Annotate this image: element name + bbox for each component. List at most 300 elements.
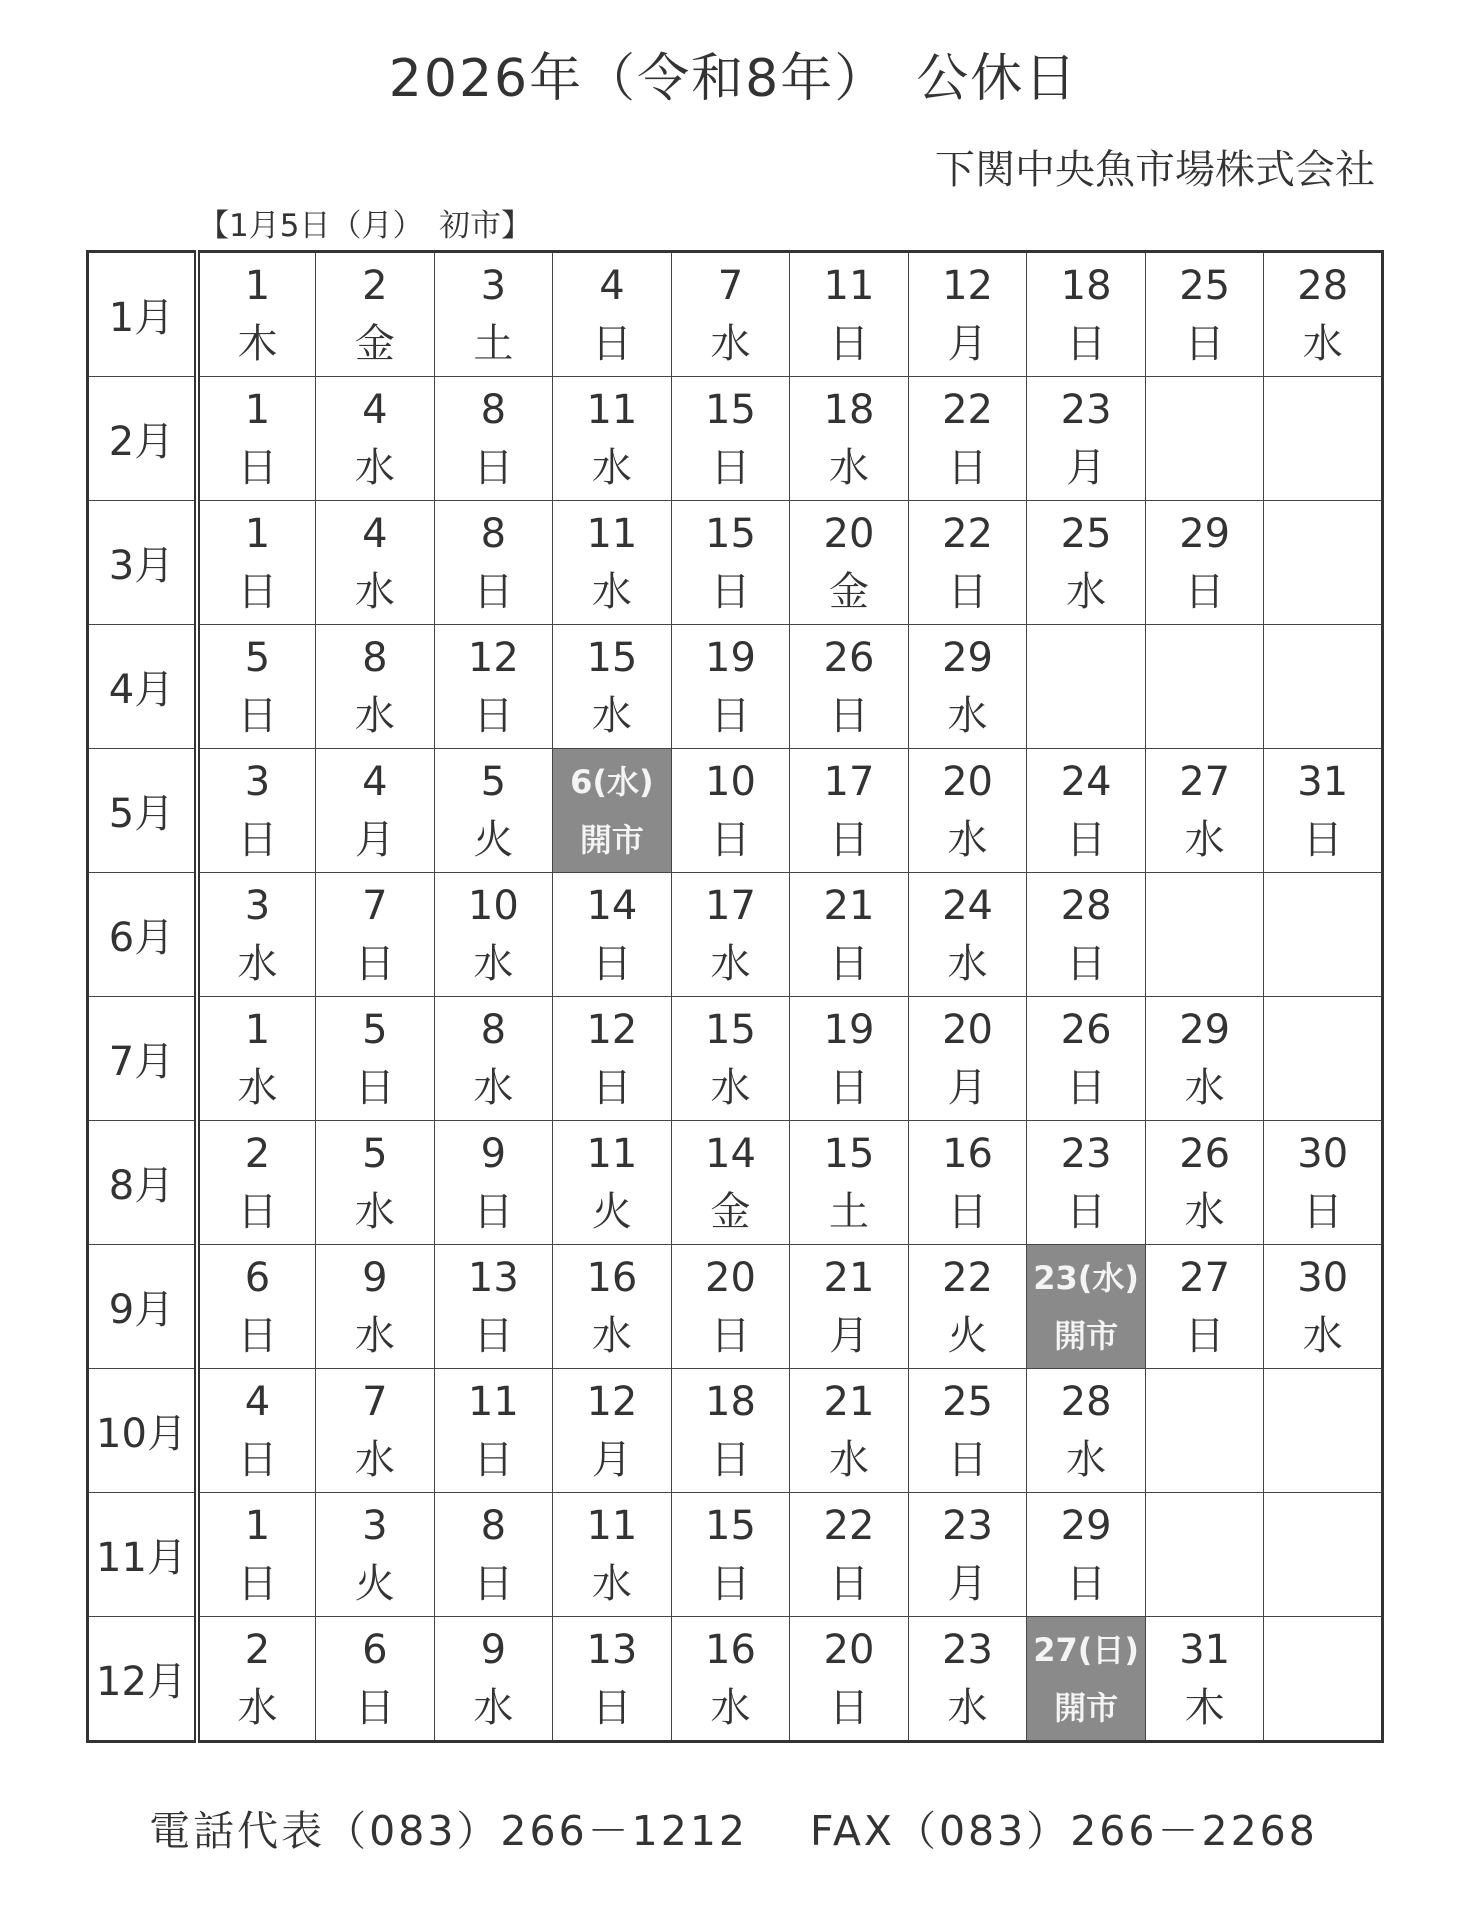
holiday-weekday: 日 bbox=[473, 1312, 514, 1359]
market-open-label: 開市 bbox=[579, 820, 644, 859]
market-open-label: 開市 bbox=[1054, 1316, 1119, 1355]
month-label: 7月 bbox=[88, 997, 198, 1121]
holiday-weekday: 日 bbox=[237, 444, 278, 491]
holiday-cell bbox=[553, 1369, 672, 1493]
holiday-weekday: 水 bbox=[1184, 1188, 1225, 1235]
holiday-cell bbox=[790, 997, 909, 1121]
holiday-date: 23 bbox=[1060, 1130, 1112, 1177]
holiday-cell bbox=[1027, 997, 1146, 1121]
holiday-cell bbox=[1027, 1369, 1146, 1493]
phone-number: 電話代表（083）266－1212 bbox=[149, 1807, 749, 1855]
month-row bbox=[88, 1245, 1383, 1369]
holiday-cell bbox=[1027, 1121, 1146, 1245]
month-row bbox=[88, 1493, 1383, 1617]
holiday-cell bbox=[908, 377, 1027, 501]
month-row bbox=[88, 873, 1383, 997]
holiday-weekday: 日 bbox=[710, 444, 751, 491]
holiday-weekday: 日 bbox=[591, 320, 632, 367]
holiday-date: 15 bbox=[705, 1006, 756, 1053]
holiday-date: 7 bbox=[717, 262, 744, 309]
holiday-weekday: 木 bbox=[237, 320, 278, 367]
holiday-cell bbox=[790, 1617, 909, 1742]
holiday-weekday: 日 bbox=[947, 568, 988, 615]
holiday-cell bbox=[434, 377, 553, 501]
holiday-cell bbox=[316, 873, 435, 997]
holiday-cell bbox=[316, 501, 435, 625]
holiday-cell bbox=[671, 377, 790, 501]
holiday-weekday: 日 bbox=[354, 1064, 395, 1111]
holiday-date: 25 bbox=[1179, 262, 1231, 309]
holiday-cell bbox=[908, 1245, 1027, 1369]
holiday-weekday: 水 bbox=[591, 1560, 632, 1607]
holiday-cell bbox=[1027, 873, 1146, 997]
holiday-cell bbox=[197, 873, 316, 997]
holiday-weekday: 日 bbox=[829, 1684, 869, 1731]
month-row bbox=[88, 1121, 1383, 1245]
empty-cell bbox=[1027, 625, 1146, 749]
holiday-cell bbox=[790, 1245, 909, 1369]
holiday-date: 8 bbox=[480, 510, 507, 557]
empty-cell bbox=[1264, 625, 1383, 749]
holiday-date: 24 bbox=[1060, 758, 1112, 805]
month-row bbox=[88, 625, 1383, 749]
empty-cell bbox=[1145, 625, 1264, 749]
holiday-cell bbox=[1264, 252, 1383, 377]
holiday-date: 15 bbox=[823, 1130, 875, 1177]
holiday-weekday: 金 bbox=[829, 568, 869, 615]
holiday-weekday: 水 bbox=[947, 1684, 988, 1731]
holiday-cell bbox=[316, 997, 435, 1121]
holiday-weekday: 日 bbox=[829, 320, 869, 367]
holiday-date: 19 bbox=[823, 1006, 875, 1053]
holiday-cell bbox=[1145, 749, 1264, 873]
holiday-date: 29 bbox=[942, 634, 993, 681]
holiday-weekday: 日 bbox=[829, 816, 869, 863]
holiday-date: 22 bbox=[942, 1254, 993, 1301]
empty-cell bbox=[1145, 377, 1264, 501]
month-label: 5月 bbox=[88, 749, 198, 873]
holiday-weekday: 月 bbox=[591, 1436, 632, 1483]
holiday-date: 2 bbox=[244, 1626, 271, 1673]
holiday-cell bbox=[197, 1121, 316, 1245]
holiday-cell bbox=[553, 1121, 672, 1245]
holiday-weekday: 水 bbox=[710, 940, 751, 987]
holiday-cell bbox=[434, 1369, 553, 1493]
holiday-date: 12 bbox=[942, 262, 993, 309]
holiday-cell bbox=[197, 997, 316, 1121]
holiday-weekday: 水 bbox=[591, 1312, 632, 1359]
market-open-label: 開市 bbox=[1054, 1688, 1119, 1727]
holiday-weekday: 水 bbox=[591, 692, 632, 739]
holiday-date: 12 bbox=[467, 634, 519, 681]
holiday-weekday: 日 bbox=[710, 568, 751, 615]
holiday-date: 18 bbox=[1060, 262, 1112, 309]
holiday-weekday: 日 bbox=[710, 1560, 751, 1607]
holiday-weekday: 日 bbox=[237, 816, 278, 863]
holiday-weekday: 土 bbox=[829, 1188, 869, 1235]
market-open-cell bbox=[553, 749, 672, 873]
holiday-date: 15 bbox=[705, 510, 756, 557]
holiday-cell bbox=[1027, 377, 1146, 501]
holiday-date: 1 bbox=[244, 262, 271, 309]
holiday-date: 9 bbox=[480, 1626, 507, 1673]
holiday-cell bbox=[434, 997, 553, 1121]
holiday-date: 13 bbox=[586, 1626, 638, 1673]
holiday-date: 22 bbox=[942, 510, 993, 557]
month-row bbox=[88, 997, 1383, 1121]
holiday-calendar-table bbox=[86, 250, 1384, 1743]
holiday-cell bbox=[434, 1121, 553, 1245]
holiday-date: 8 bbox=[480, 1502, 507, 1549]
holiday-cell bbox=[1145, 997, 1264, 1121]
holiday-weekday: 水 bbox=[1302, 320, 1343, 367]
holiday-date: 28 bbox=[1060, 882, 1112, 929]
holiday-weekday: 日 bbox=[237, 1436, 278, 1483]
holiday-cell bbox=[671, 1245, 790, 1369]
month-row bbox=[88, 749, 1383, 873]
holiday-weekday: 日 bbox=[591, 1684, 632, 1731]
holiday-cell bbox=[908, 625, 1027, 749]
empty-cell bbox=[1145, 1493, 1264, 1617]
holiday-date: 6 bbox=[244, 1254, 271, 1301]
holiday-date: 26 bbox=[823, 634, 875, 681]
holiday-cell bbox=[553, 1617, 672, 1742]
holiday-cell bbox=[671, 1369, 790, 1493]
holiday-cell bbox=[1264, 1121, 1383, 1245]
holiday-cell bbox=[790, 1369, 909, 1493]
holiday-date: 15 bbox=[705, 1502, 756, 1549]
holiday-date: 25 bbox=[1060, 510, 1112, 557]
holiday-date: 5 bbox=[244, 634, 271, 681]
holiday-date: 1 bbox=[244, 386, 271, 433]
holiday-date: 11 bbox=[467, 1378, 519, 1425]
holiday-date: 20 bbox=[942, 1006, 993, 1053]
holiday-date: 2 bbox=[244, 1130, 271, 1177]
holiday-weekday: 水 bbox=[354, 568, 395, 615]
page-title: 2026年（令和8年） 公休日 bbox=[388, 49, 1079, 109]
holiday-cell bbox=[1145, 1617, 1264, 1742]
holiday-cell bbox=[197, 1245, 316, 1369]
holiday-cell bbox=[1264, 749, 1383, 873]
holiday-date: 5 bbox=[362, 1006, 388, 1053]
holiday-date: 31 bbox=[1179, 1626, 1231, 1673]
holiday-weekday: 水 bbox=[947, 816, 988, 863]
holiday-weekday: 日 bbox=[237, 692, 278, 739]
holiday-weekday: 水 bbox=[237, 1684, 278, 1731]
holiday-cell bbox=[790, 1493, 909, 1617]
holiday-date: 10 bbox=[705, 758, 756, 805]
holiday-weekday: 月 bbox=[354, 816, 395, 863]
holiday-weekday: 水 bbox=[710, 1064, 751, 1111]
holiday-date: 14 bbox=[586, 882, 638, 929]
holiday-date: 27(日) bbox=[1033, 1630, 1139, 1669]
holiday-cell bbox=[1145, 1245, 1264, 1369]
holiday-date: 1 bbox=[244, 1006, 271, 1053]
holiday-date: 4 bbox=[599, 262, 625, 309]
holiday-weekday: 水 bbox=[354, 1436, 395, 1483]
calendar-body bbox=[88, 252, 1383, 1742]
holiday-cell bbox=[197, 1493, 316, 1617]
holiday-cell bbox=[671, 1617, 790, 1742]
holiday-date: 4 bbox=[362, 758, 388, 805]
holiday-date: 9 bbox=[362, 1254, 388, 1301]
holiday-weekday: 水 bbox=[829, 1436, 869, 1483]
holiday-date: 4 bbox=[244, 1378, 271, 1425]
holiday-cell bbox=[1027, 1493, 1146, 1617]
holiday-date: 16 bbox=[942, 1130, 993, 1177]
holiday-date: 31 bbox=[1297, 758, 1349, 805]
holiday-date: 29 bbox=[1179, 1006, 1231, 1053]
empty-cell bbox=[1264, 1493, 1383, 1617]
holiday-cell bbox=[790, 1121, 909, 1245]
holiday-date: 8 bbox=[362, 634, 388, 681]
holiday-date: 6 bbox=[362, 1626, 388, 1673]
holiday-date: 8 bbox=[480, 386, 507, 433]
holiday-cell bbox=[908, 1121, 1027, 1245]
month-label: 3月 bbox=[88, 501, 198, 625]
holiday-cell bbox=[908, 997, 1027, 1121]
holiday-weekday: 日 bbox=[947, 1188, 988, 1235]
holiday-weekday: 日 bbox=[1184, 568, 1225, 615]
holiday-date: 4 bbox=[362, 510, 388, 557]
holiday-cell bbox=[1145, 501, 1264, 625]
holiday-cell bbox=[316, 625, 435, 749]
holiday-weekday: 水 bbox=[473, 940, 514, 987]
holiday-cell bbox=[908, 252, 1027, 377]
holiday-weekday: 日 bbox=[237, 1312, 278, 1359]
holiday-cell bbox=[197, 1617, 316, 1742]
holiday-cell bbox=[553, 1493, 672, 1617]
holiday-weekday: 水 bbox=[710, 1684, 751, 1731]
holiday-cell bbox=[790, 749, 909, 873]
holiday-date: 9 bbox=[480, 1130, 507, 1177]
holiday-weekday: 水 bbox=[1184, 1064, 1225, 1111]
holiday-date: 7 bbox=[362, 1378, 388, 1425]
holiday-weekday: 水 bbox=[1066, 1436, 1107, 1483]
holiday-weekday: 日 bbox=[710, 692, 751, 739]
empty-cell bbox=[1264, 873, 1383, 997]
holiday-date: 3 bbox=[362, 1502, 388, 1549]
holiday-cell bbox=[434, 1245, 553, 1369]
holiday-weekday: 日 bbox=[947, 444, 988, 491]
holiday-weekday: 日 bbox=[829, 940, 869, 987]
holiday-cell bbox=[316, 1121, 435, 1245]
holiday-date: 23 bbox=[942, 1502, 993, 1549]
month-row bbox=[88, 1369, 1383, 1493]
holiday-date: 16 bbox=[705, 1626, 756, 1673]
holiday-weekday: 日 bbox=[473, 1188, 514, 1235]
holiday-cell bbox=[1027, 749, 1146, 873]
holiday-cell bbox=[197, 749, 316, 873]
month-label: 1月 bbox=[88, 252, 198, 377]
holiday-date: 11 bbox=[823, 262, 875, 309]
holiday-weekday: 水 bbox=[473, 1684, 514, 1731]
holiday-cell bbox=[434, 873, 553, 997]
holiday-date: 24 bbox=[942, 882, 993, 929]
holiday-cell bbox=[671, 501, 790, 625]
holiday-date: 2 bbox=[362, 262, 388, 309]
holiday-cell bbox=[1145, 1121, 1264, 1245]
holiday-cell bbox=[197, 377, 316, 501]
holiday-cell bbox=[197, 501, 316, 625]
market-open-cell bbox=[1027, 1617, 1146, 1742]
holiday-weekday: 水 bbox=[710, 320, 751, 367]
holiday-weekday: 水 bbox=[354, 692, 395, 739]
holiday-date: 15 bbox=[705, 386, 756, 433]
holiday-weekday: 水 bbox=[591, 444, 632, 491]
holiday-cell bbox=[790, 625, 909, 749]
holiday-weekday: 日 bbox=[1066, 816, 1107, 863]
holiday-cell bbox=[553, 252, 672, 377]
holiday-date: 3 bbox=[480, 262, 507, 309]
holiday-cell bbox=[553, 997, 672, 1121]
holiday-weekday: 日 bbox=[1066, 1188, 1107, 1235]
month-label: 8月 bbox=[88, 1121, 198, 1245]
holiday-weekday: 日 bbox=[591, 1064, 632, 1111]
holiday-weekday: 日 bbox=[829, 692, 869, 739]
holiday-date: 4 bbox=[362, 386, 388, 433]
holiday-weekday: 水 bbox=[354, 1312, 395, 1359]
holiday-weekday: 金 bbox=[354, 320, 395, 367]
holiday-cell bbox=[553, 501, 672, 625]
holiday-date: 16 bbox=[586, 1254, 638, 1301]
holiday-weekday: 水 bbox=[1302, 1312, 1343, 1359]
holiday-date: 28 bbox=[1060, 1378, 1112, 1425]
holiday-weekday: 日 bbox=[354, 940, 395, 987]
holiday-weekday: 日 bbox=[473, 1436, 514, 1483]
month-label: 12月 bbox=[88, 1617, 198, 1742]
holiday-date: 6(水) bbox=[570, 762, 654, 801]
holiday-date: 3 bbox=[244, 882, 271, 929]
holiday-weekday: 水 bbox=[591, 568, 632, 615]
holiday-cell bbox=[553, 873, 672, 997]
holiday-weekday: 日 bbox=[710, 1312, 751, 1359]
holiday-date: 18 bbox=[705, 1378, 756, 1425]
holiday-cell bbox=[316, 1617, 435, 1742]
month-label: 9月 bbox=[88, 1245, 198, 1369]
holiday-date: 20 bbox=[705, 1254, 756, 1301]
holiday-date: 20 bbox=[823, 1626, 875, 1673]
month-label: 4月 bbox=[88, 625, 198, 749]
holiday-date: 5 bbox=[362, 1130, 388, 1177]
holiday-weekday: 月 bbox=[947, 1560, 988, 1607]
holiday-cell bbox=[790, 252, 909, 377]
holiday-cell bbox=[316, 377, 435, 501]
fax-number: FAX（083）266－2268 bbox=[810, 1807, 1318, 1855]
holiday-cell bbox=[908, 873, 1027, 997]
holiday-weekday: 月 bbox=[947, 320, 988, 367]
holiday-weekday: 木 bbox=[1184, 1684, 1225, 1731]
holiday-cell bbox=[671, 252, 790, 377]
holiday-date: 11 bbox=[586, 386, 638, 433]
empty-cell bbox=[1145, 873, 1264, 997]
holiday-cell bbox=[1027, 252, 1146, 377]
holiday-date: 17 bbox=[823, 758, 875, 805]
holiday-date: 1 bbox=[244, 1502, 271, 1549]
holiday-cell bbox=[671, 1121, 790, 1245]
month-label: 6月 bbox=[88, 873, 198, 997]
holiday-weekday: 火 bbox=[591, 1188, 632, 1235]
holiday-date: 29 bbox=[1179, 510, 1231, 557]
holiday-cell bbox=[553, 377, 672, 501]
empty-cell bbox=[1264, 1369, 1383, 1493]
holiday-weekday: 水 bbox=[947, 692, 988, 739]
holiday-date: 26 bbox=[1060, 1006, 1112, 1053]
holiday-cell bbox=[671, 749, 790, 873]
holiday-cell bbox=[908, 1369, 1027, 1493]
holiday-weekday: 水 bbox=[237, 940, 278, 987]
holiday-date: 29 bbox=[1060, 1502, 1112, 1549]
holiday-cell bbox=[197, 1369, 316, 1493]
holiday-cell bbox=[434, 749, 553, 873]
month-label: 10月 bbox=[88, 1369, 198, 1493]
holiday-date: 18 bbox=[823, 386, 875, 433]
holiday-weekday: 日 bbox=[829, 1560, 869, 1607]
holiday-cell bbox=[316, 252, 435, 377]
empty-cell bbox=[1264, 997, 1383, 1121]
holiday-cell bbox=[316, 1369, 435, 1493]
holiday-weekday: 水 bbox=[1066, 568, 1107, 615]
holiday-weekday: 月 bbox=[947, 1064, 988, 1111]
holiday-date: 19 bbox=[705, 634, 756, 681]
holiday-weekday: 日 bbox=[354, 1684, 395, 1731]
holiday-date: 27 bbox=[1179, 758, 1231, 805]
holiday-weekday: 日 bbox=[473, 568, 514, 615]
holiday-cell bbox=[434, 1617, 553, 1742]
holiday-weekday: 日 bbox=[1302, 816, 1343, 863]
holiday-date: 20 bbox=[823, 510, 875, 557]
company-name: 下関中央魚市場株式会社 bbox=[935, 147, 1375, 193]
holiday-date: 22 bbox=[942, 386, 993, 433]
holiday-cell bbox=[908, 1617, 1027, 1742]
holiday-date: 13 bbox=[467, 1254, 519, 1301]
holiday-cell bbox=[790, 377, 909, 501]
holiday-cell bbox=[434, 625, 553, 749]
empty-cell bbox=[1145, 1369, 1264, 1493]
empty-cell bbox=[1264, 377, 1383, 501]
holiday-weekday: 日 bbox=[1302, 1188, 1343, 1235]
holiday-date: 8 bbox=[480, 1006, 507, 1053]
month-row bbox=[88, 1617, 1383, 1742]
holiday-date: 11 bbox=[586, 1502, 638, 1549]
holiday-date: 23 bbox=[942, 1626, 993, 1673]
holiday-weekday: 日 bbox=[237, 1188, 278, 1235]
holiday-weekday: 水 bbox=[354, 444, 395, 491]
holiday-weekday: 水 bbox=[829, 444, 869, 491]
holiday-cell bbox=[908, 501, 1027, 625]
holiday-weekday: 水 bbox=[947, 940, 988, 987]
empty-cell bbox=[1264, 501, 1383, 625]
holiday-weekday: 日 bbox=[473, 444, 514, 491]
holiday-weekday: 土 bbox=[473, 320, 514, 367]
holiday-weekday: 火 bbox=[947, 1312, 988, 1359]
holiday-date: 11 bbox=[586, 1130, 638, 1177]
holiday-weekday: 日 bbox=[947, 1436, 988, 1483]
holiday-cell bbox=[671, 1493, 790, 1617]
holiday-date: 23 bbox=[1060, 386, 1112, 433]
holiday-date: 15 bbox=[586, 634, 638, 681]
holiday-cell bbox=[316, 749, 435, 873]
holiday-cell bbox=[553, 625, 672, 749]
holiday-cell bbox=[1027, 501, 1146, 625]
holiday-date: 7 bbox=[362, 882, 388, 929]
month-row bbox=[88, 377, 1383, 501]
market-open-cell bbox=[1027, 1245, 1146, 1369]
month-label: 2月 bbox=[88, 377, 198, 501]
holiday-date: 25 bbox=[942, 1378, 993, 1425]
month-row bbox=[88, 252, 1383, 377]
holiday-date: 1 bbox=[244, 510, 271, 557]
